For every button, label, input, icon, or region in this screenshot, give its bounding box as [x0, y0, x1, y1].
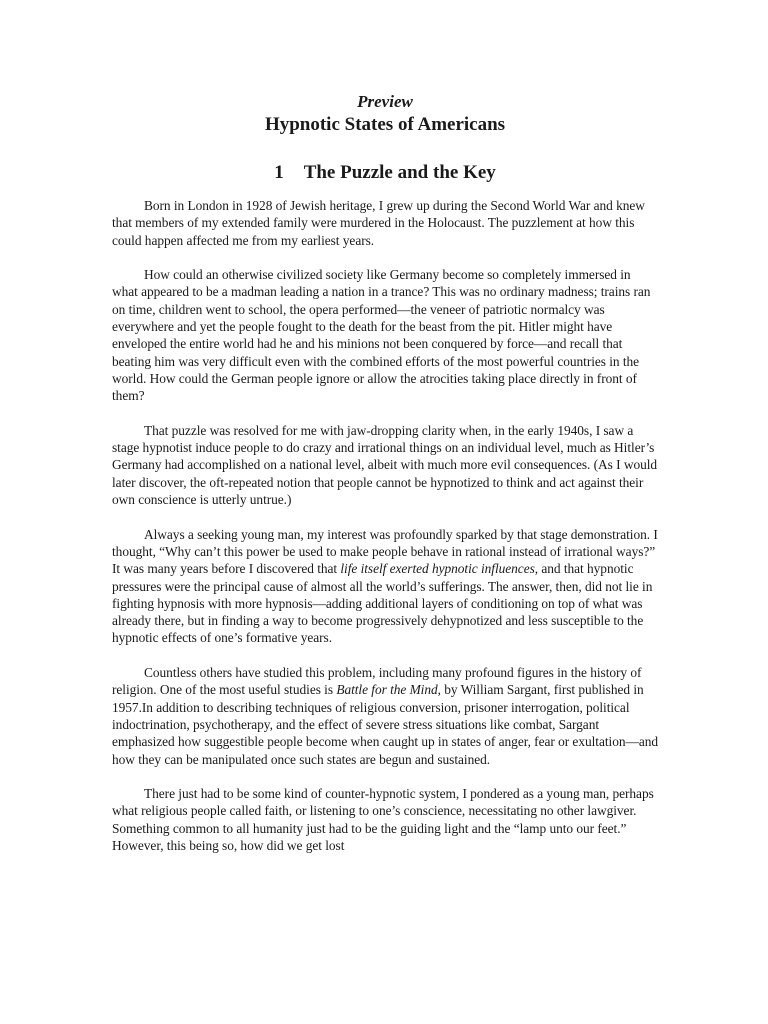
paragraph [112, 422, 658, 508]
text-segment: , and that hypnotic pressures were the principal cause of almost all the world’s sufferings. The answer, then, did not lie in fighting hypnosis with more hypnosis—adding additional layers of conditioning on top of what was already there, but in finding a way to become progressively dehypnotized and less susceptible to the hypnotic effects of one’s formative years. [112, 561, 653, 646]
paragraph [112, 197, 658, 249]
paragraph [112, 785, 658, 854]
paragraph [112, 526, 658, 647]
paragraph [112, 266, 658, 404]
chapter-heading [112, 161, 658, 185]
paragraph [112, 664, 658, 768]
chapter-title: The Puzzle and the Key [303, 162, 496, 183]
document-page [112, 92, 658, 872]
text-segment: Countless others have studied this problem, including many profound figures in the history of religion. One of the most useful studies is [112, 665, 642, 698]
text-segment: , by William Sargant, first published in 1957.In addition to describing techniques of religious conversion, prisoner interrogation, political indoctrination, psychotherapy, and the effect of severe stress situations like combat, Sargant emphasized how suggestible people become when caught up in states of anger, fear or exultation—and how they can be manipulated once such states are begun and sustained. [112, 682, 659, 767]
text-segment: Always a seeking young man, my interest was profoundly sparked by that stage demonstration. I thought, “Why can’t this power be used to make people behave in rational instead of irrational ways?” It was many years before I discovered that [112, 526, 658, 577]
preview-label: Preview [357, 92, 413, 111]
text-segment: There just had to be some kind of counter-hypnotic system, I pondered as a young man, perhaps what religious people called faith, or listening to one’s conscience, necessitating no other lawgiver. Something common to all humanity just had to be the guiding light and the “lamp unto our feet.” However, this being so, how did we get lost [112, 786, 654, 853]
chapter-number: 1 [274, 162, 284, 183]
book-title-citation: Battle for the Mind [336, 682, 438, 698]
chapter-body [112, 197, 658, 854]
text-segment: That puzzle was resolved for me with jaw-dropping clarity when, in the early 1940s, I saw a stage hypnotist induce people to do crazy and irrational things on an individual level, much as Hitler’s Germany had accomplished on a national level, albeit with much more evil consequences. (As I would later discover, the oft-repeated notion that people cannot be hypnotized to think and act against their own conscience is utterly untrue.) [112, 422, 658, 508]
book-title: Hypnotic States of Americans [264, 114, 506, 135]
text-segment: How could an otherwise civilized society like Germany become so completely immersed in what appeared to be a madman leading a nation in a trance? This was no ordinary madness; trains ran on time, children went to school, the opera performed—the veneer of patriotic normalcy was everywhere and yet the people fought to the death for the beast from the pit. Hitler might have enveloped the entire world had he and his minions not been conquered by force—and recall that beating him was very difficult even with the combined efforts of the most powerful countries in the world. How could the German people ignore or allow the atrocities taking place directly in front of them? [112, 267, 651, 404]
italic-phrase: life itself exerted hypnotic influences [340, 561, 535, 577]
text-segment: Born in London in 1928 of Jewish heritage, I grew up during the Second World War and knew that members of my extended family were murdered in the Holocaust. The puzzlement at how this could happen affected me from my earliest years. [112, 198, 645, 248]
